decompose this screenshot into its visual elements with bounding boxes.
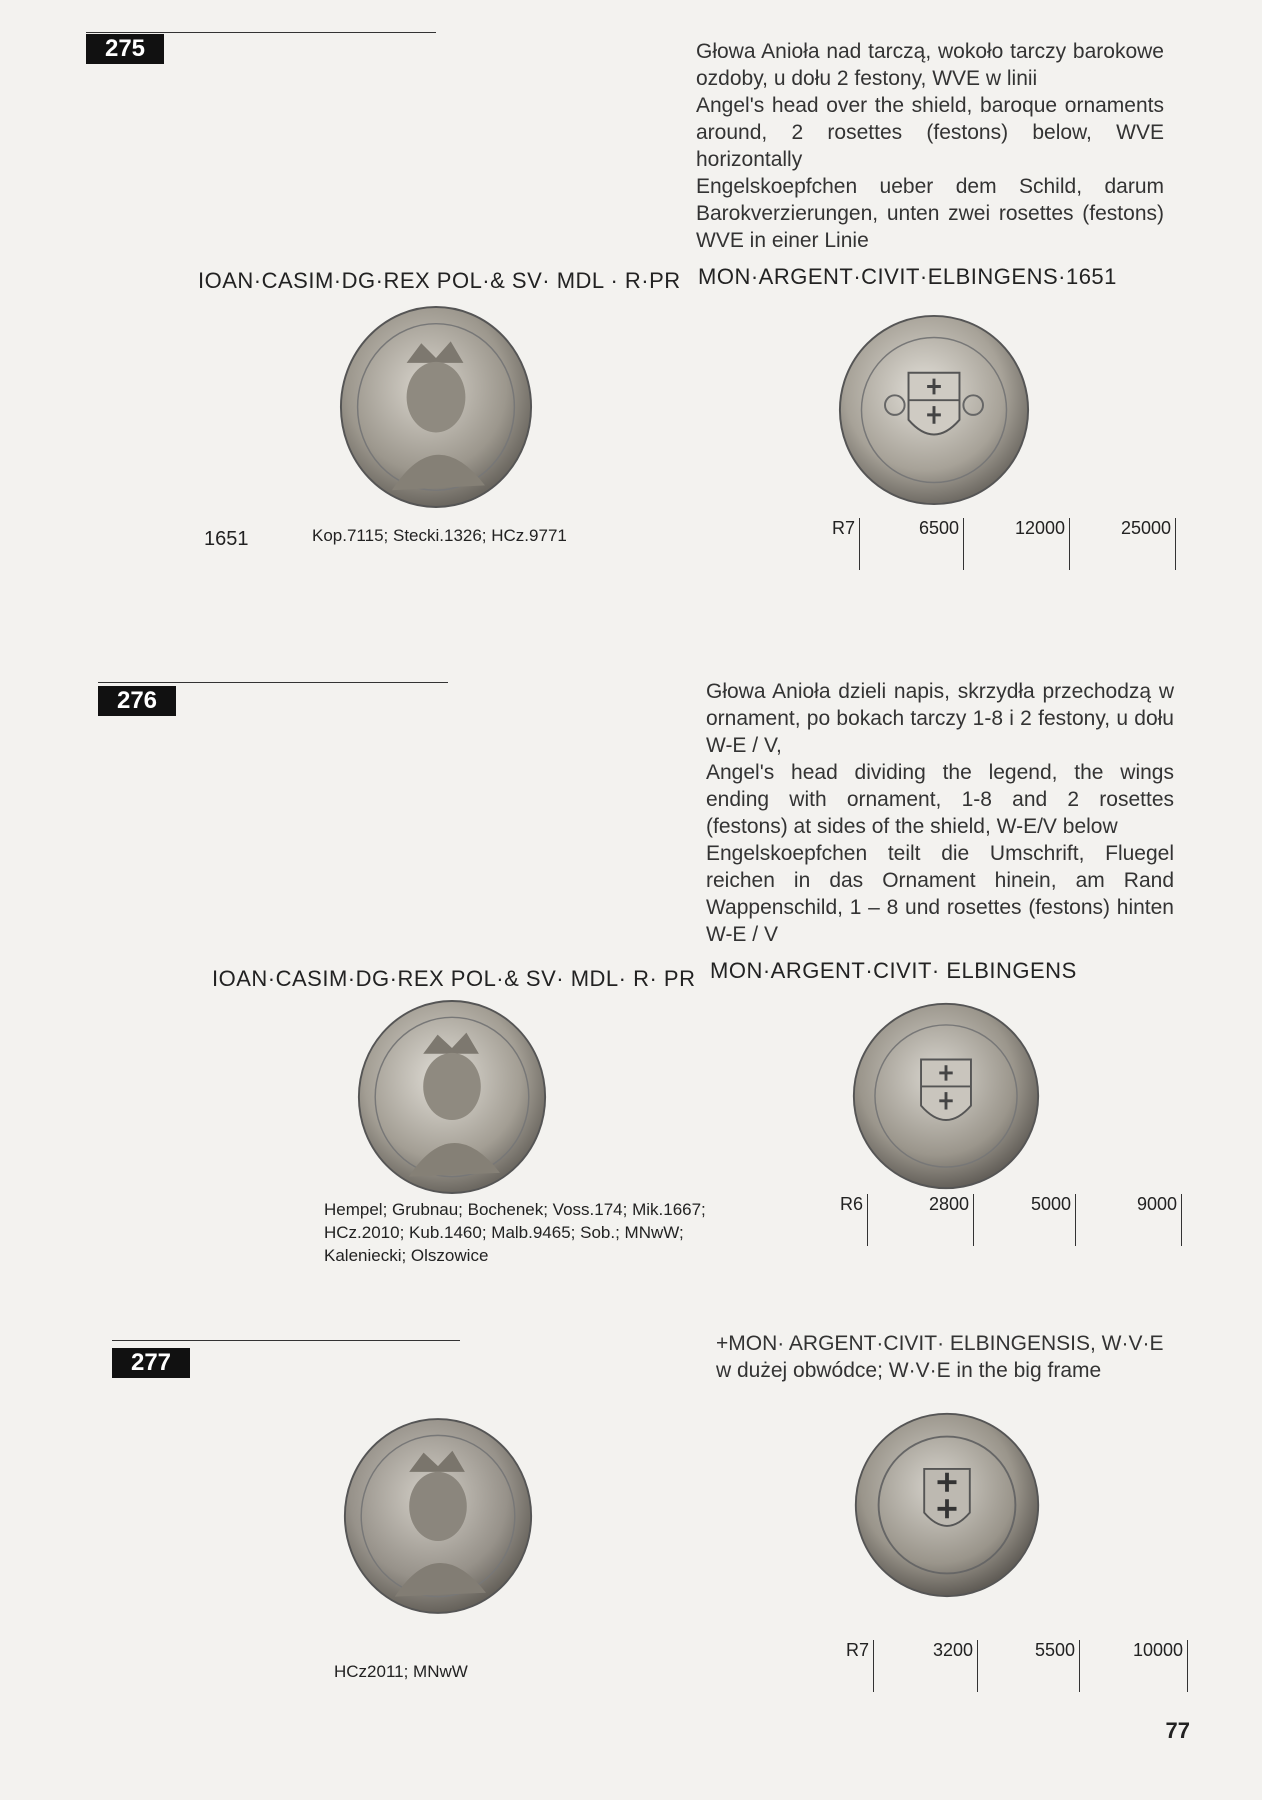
price-grade-1: 2800: [890, 1194, 974, 1246]
coin-reverse-shield-icon: [852, 1410, 1042, 1600]
description-polish: Głowa Anioła nad tarczą, wokoło tarczy barokowe ozdoby, u dołu 2 festony, WVE w linii: [696, 40, 1164, 90]
references: HCz2011; MNwW: [334, 1662, 468, 1681]
rarity-rating: R7: [826, 1640, 874, 1692]
description-english: Angel's head dividing the legend, the wings ending with ornament, 1-8 and 2 rosettes (festons) at sides of the shield, W-E/V below: [706, 761, 1174, 838]
page-number: 77: [1165, 1718, 1190, 1743]
references: Kop.7115; Stecki.1326; HCz.9771: [312, 526, 567, 545]
entry-rule: [98, 682, 448, 683]
entry-number-badge: 276: [98, 686, 176, 716]
entry-description: [696, 38, 1164, 254]
price-grade-2: 5500: [996, 1640, 1080, 1692]
rarity-rating: R6: [820, 1194, 868, 1246]
entry-number-badge: 277: [112, 1348, 190, 1378]
description-german: Engelskoepfchen ueber dem Schild, darum Barokverzierungen, unten zwei rosettes (festons) WVE in einer Linie: [696, 175, 1164, 252]
reverse-legend: MON·ARGENT·CIVIT·ELBINGENS·1651: [698, 264, 1117, 289]
coin-obverse-king-portrait-icon: [342, 1416, 534, 1616]
coin-obverse-king-portrait-icon: [356, 998, 548, 1196]
price-grade-3: 10000: [1098, 1640, 1188, 1692]
description-polish: +MON· ARGENT·CIVIT· ELBINGENSIS, W·V·E w dużej obwódce; W·V·E in the big frame: [716, 1332, 1164, 1382]
coin-reverse-image: [850, 1000, 1042, 1192]
price-grade-1: 6500: [880, 518, 964, 570]
description-polish: Głowa Anioła dzieli napis, skrzydła przechodzą w ornament, po bokach tarczy 1-8 i 2 festony, u dołu W-E / V,: [706, 680, 1174, 757]
entry-description: [716, 1330, 1184, 1384]
price-grade-3: 9000: [1094, 1194, 1182, 1246]
coin-obverse-image: [338, 302, 534, 512]
obverse-legend: IOAN·CASIM·DG·REX POL·& SV· MDL · R·PR: [198, 268, 681, 293]
price-grade-1: 3200: [894, 1640, 978, 1692]
coin-year: 1651: [204, 528, 249, 550]
reverse-legend: MON·ARGENT·CIVIT· ELBINGENS: [710, 958, 1077, 983]
rarity-rating: R7: [810, 518, 860, 570]
coin-obverse-image: [342, 1416, 534, 1616]
entry-description: [706, 678, 1174, 948]
coin-obverse-image: [356, 998, 548, 1196]
price-grade-2: 12000: [980, 518, 1070, 570]
coin-obverse-king-portrait-icon: [338, 302, 534, 512]
coin-reverse-shield-icon: [850, 1000, 1042, 1192]
entry-rule: [112, 1340, 460, 1341]
obverse-legend: IOAN·CASIM·DG·REX POL·& SV· MDL· R· PR: [212, 966, 696, 991]
entry-rule: [86, 32, 436, 33]
coin-reverse-image: [852, 1410, 1042, 1600]
references: Hempel; Grubnau; Bochenek; Voss.174; Mik.1667; HCz.2010; Kub.1460; Malb.9465; Sob.; MNwW; Kaleniecki; Olszowice: [324, 1200, 706, 1265]
coin-reverse-shield-icon: [836, 312, 1032, 508]
coin-reverse-image: [836, 312, 1032, 508]
price-grade-3: 25000: [1086, 518, 1176, 570]
description-german: Engelskoepfchen teilt die Umschrift, Fluegel reichen in das Ornament hinein, am Rand Wappenschild, 1 – 8 und rosettes (festons) hinten W-E / V: [706, 842, 1174, 946]
price-grade-2: 5000: [990, 1194, 1076, 1246]
entry-number-badge: 275: [86, 34, 164, 64]
description-english: Angel's head over the shield, baroque ornaments around, 2 rosettes (festons) below, WVE horizontally: [696, 94, 1164, 171]
